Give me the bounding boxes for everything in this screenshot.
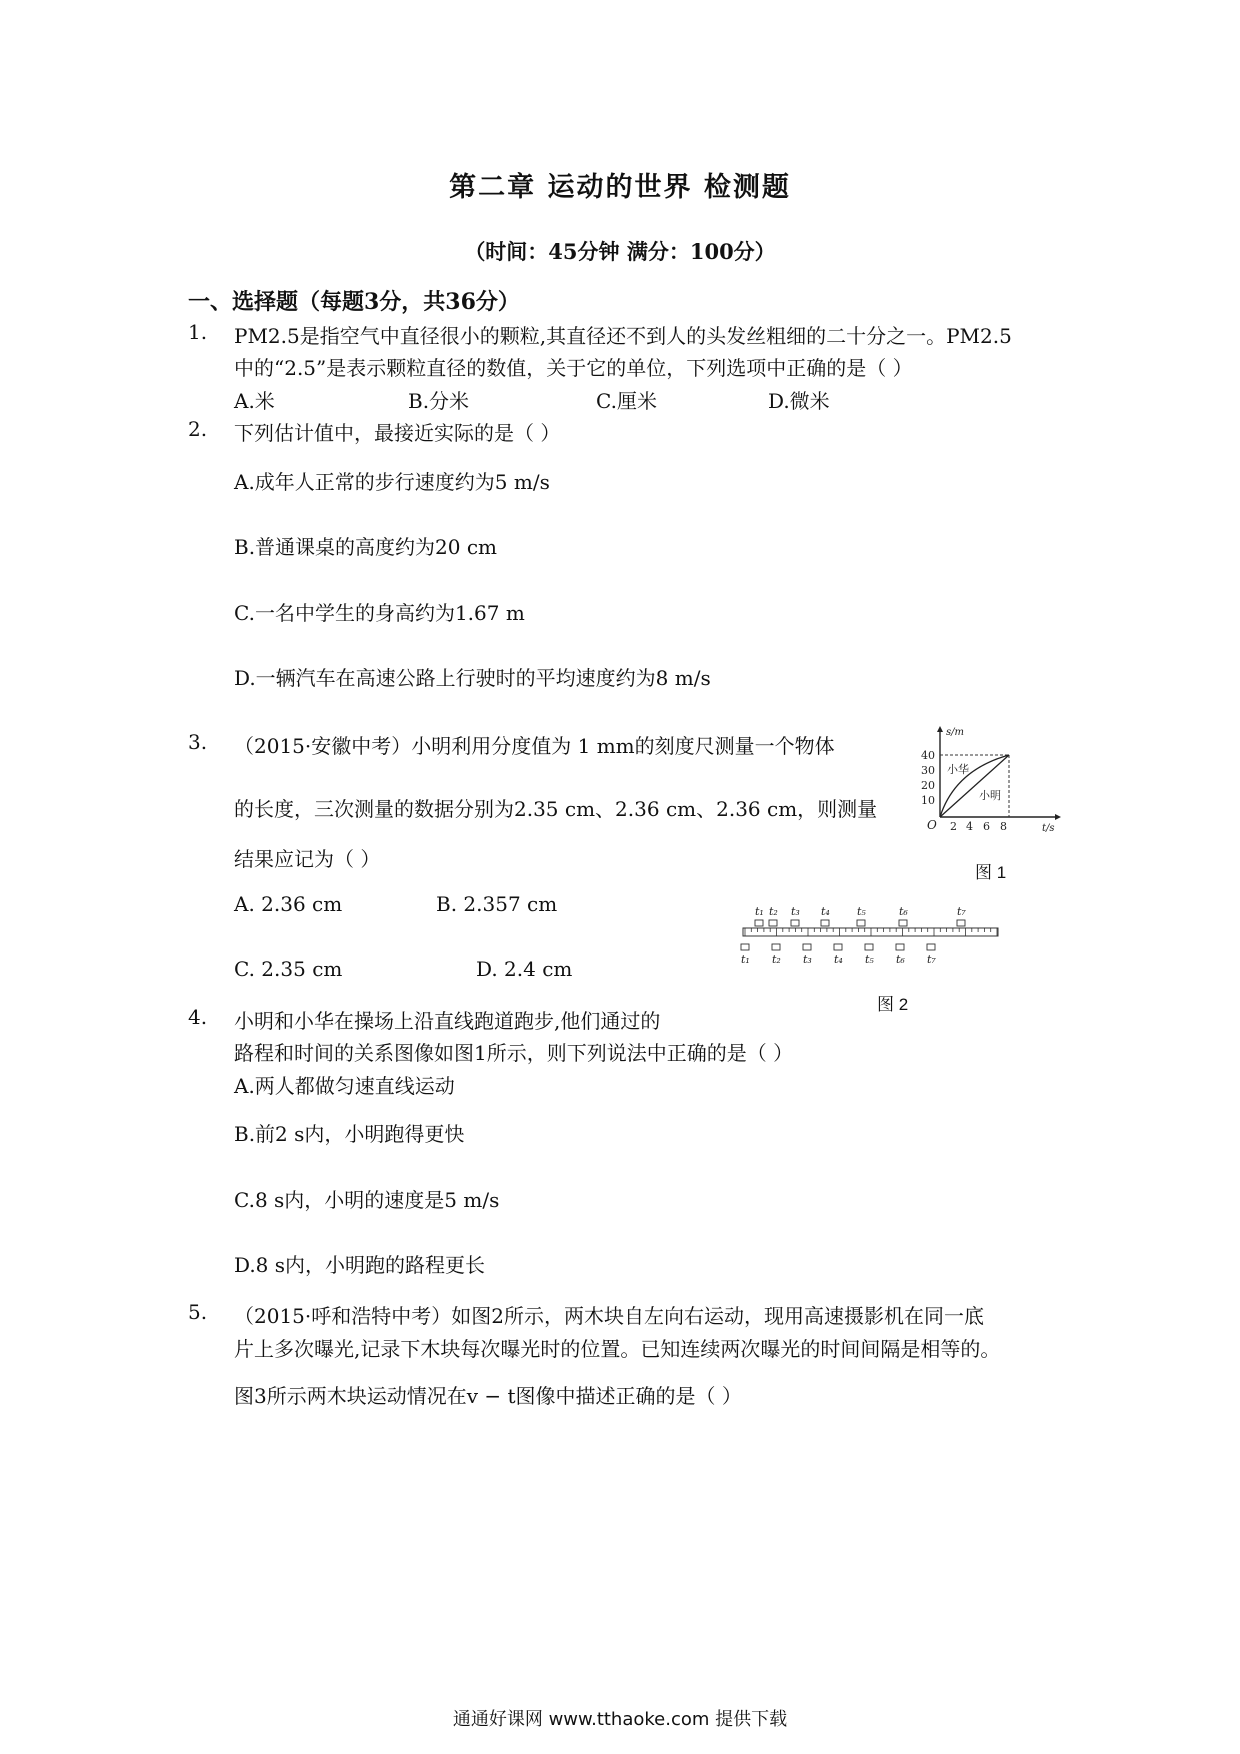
question-text: 图3所示两木块运动情况在v − t图像中描述正确的是（ ） <box>234 1384 742 1408</box>
question-text: 片上多次曝光,记录下木块每次曝光时的位置。已知连续两次曝光的时间间隔是相等的。 <box>234 1337 1001 1361</box>
top-time-label: t₁ <box>755 905 764 918</box>
bottom-time-label: t₇ <box>927 953 936 966</box>
question-text: 路程和时间的关系图像如图1所示，则下列说法中正确的是（ ） <box>234 1041 794 1065</box>
top-time-label: t₆ <box>899 905 908 918</box>
top-block <box>791 920 799 926</box>
option-a: A.米 <box>234 389 275 413</box>
question-text: PM2.5是指空气中直径很小的颗粒,其直径还不到人的头发丝粗细的二十分之一。PM2.5 <box>234 324 1012 348</box>
bottom-block <box>772 944 780 950</box>
top-time-label: t₂ <box>769 905 778 918</box>
bottom-time-label: t₃ <box>803 953 812 966</box>
bottom-time-label: t₅ <box>865 953 874 966</box>
series-label-xiaohua: 小华 <box>947 763 969 776</box>
top-block <box>821 920 829 926</box>
question-text: 结果应记为（ ） <box>234 847 381 871</box>
y-tick: 30 <box>921 764 935 777</box>
question-text: （2015·安徽中考）小明利用分度值为 1 mm的刻度尺测量一个物体 <box>234 734 835 758</box>
option-a: A. 2.36 cm <box>234 892 343 916</box>
x-axis-label: t/s <box>1042 823 1055 834</box>
series-label-xiaoming: 小明 <box>979 789 1001 802</box>
top-block <box>857 920 865 926</box>
bottom-block <box>865 944 873 950</box>
section-heading: 一、选择题（每题3分，共36分） <box>188 289 520 315</box>
figure-1-graph <box>915 725 1065 845</box>
top-block <box>769 920 777 926</box>
y-tick: 20 <box>921 779 935 792</box>
option-b: B. 2.357 cm <box>436 892 558 916</box>
exam-info: （时间：45分钟 满分：100分） <box>464 239 776 264</box>
question-number: 5. <box>188 1300 208 1324</box>
bottom-block <box>896 944 904 950</box>
option-d: D.一辆汽车在高速公路上行驶时的平均速度约为8 m/s <box>234 666 711 690</box>
x-tick: 8 <box>1000 820 1007 833</box>
question-text: 下列估计值中，最接近实际的是（ ） <box>234 421 561 445</box>
top-time-label: t₄ <box>821 905 830 918</box>
option-d: D.微米 <box>768 389 830 413</box>
footer-source: 通通好课网 www.tthaoke.com 提供下载 <box>452 1709 788 1730</box>
option-c: C. 2.35 cm <box>234 957 343 981</box>
option-d: D.8 s内，小明跑的路程更长 <box>234 1253 486 1277</box>
bottom-block <box>927 944 935 950</box>
option-c: C.一名中学生的身高约为1.67 m <box>234 601 525 625</box>
top-time-label: t₃ <box>791 905 800 918</box>
page-title: 第二章 运动的世界 检测题 <box>449 172 791 203</box>
question-number: 3. <box>188 730 208 754</box>
y-tick: 40 <box>921 749 935 762</box>
top-block <box>755 920 763 926</box>
top-block <box>957 920 965 926</box>
option-c: C.厘米 <box>596 389 657 413</box>
origin-label: O <box>927 818 937 832</box>
question-number: 4. <box>188 1005 208 1029</box>
option-b: B.前2 s内，小明跑得更快 <box>234 1122 465 1146</box>
bottom-time-label: t₁ <box>741 953 750 966</box>
y-tick: 10 <box>921 794 935 807</box>
question-number: 2. <box>188 417 208 441</box>
option-c: C.8 s内，小明的速度是5 m/s <box>234 1188 500 1212</box>
option-d: D. 2.4 cm <box>476 957 573 981</box>
bottom-block <box>834 944 842 950</box>
question-text: 的长度，三次测量的数据分别为2.35 cm、2.36 cm、2.36 cm，则测量 <box>234 797 878 821</box>
top-time-label: t₇ <box>957 905 966 918</box>
figure-2-diagram <box>735 895 1005 970</box>
bottom-block <box>741 944 749 950</box>
bottom-block <box>803 944 811 950</box>
x-tick: 4 <box>966 820 973 833</box>
x-tick: 6 <box>983 820 990 833</box>
y-axis-label: s/m <box>946 727 964 738</box>
bottom-time-label: t₄ <box>834 953 843 966</box>
x-tick: 2 <box>950 820 957 833</box>
question-text: 小明和小华在操场上沿直线跑道跑步,他们通过的 <box>234 1009 661 1033</box>
figure-2-caption: 图 2 <box>877 995 909 1014</box>
figure-1-caption: 图 1 <box>975 863 1007 882</box>
question-text: （2015·呼和浩特中考）如图2所示，两木块自左向右运动，现用高速摄影机在同一底 <box>234 1304 984 1328</box>
option-b: B.分米 <box>408 389 470 413</box>
bottom-time-label: t₂ <box>772 953 781 966</box>
option-a: A.两人都做匀速直线运动 <box>234 1074 455 1098</box>
top-block <box>899 920 907 926</box>
option-a: A.成年人正常的步行速度约为5 m/s <box>234 470 550 494</box>
top-time-label: t₅ <box>857 905 866 918</box>
option-b: B.普通课桌的高度约为20 cm <box>234 535 498 559</box>
bottom-time-label: t₆ <box>896 953 905 966</box>
question-number: 1. <box>188 320 208 344</box>
question-text: 中的“2.5”是表示颗粒直径的数值，关于它的单位，下列选项中正确的是（ ） <box>234 356 913 380</box>
